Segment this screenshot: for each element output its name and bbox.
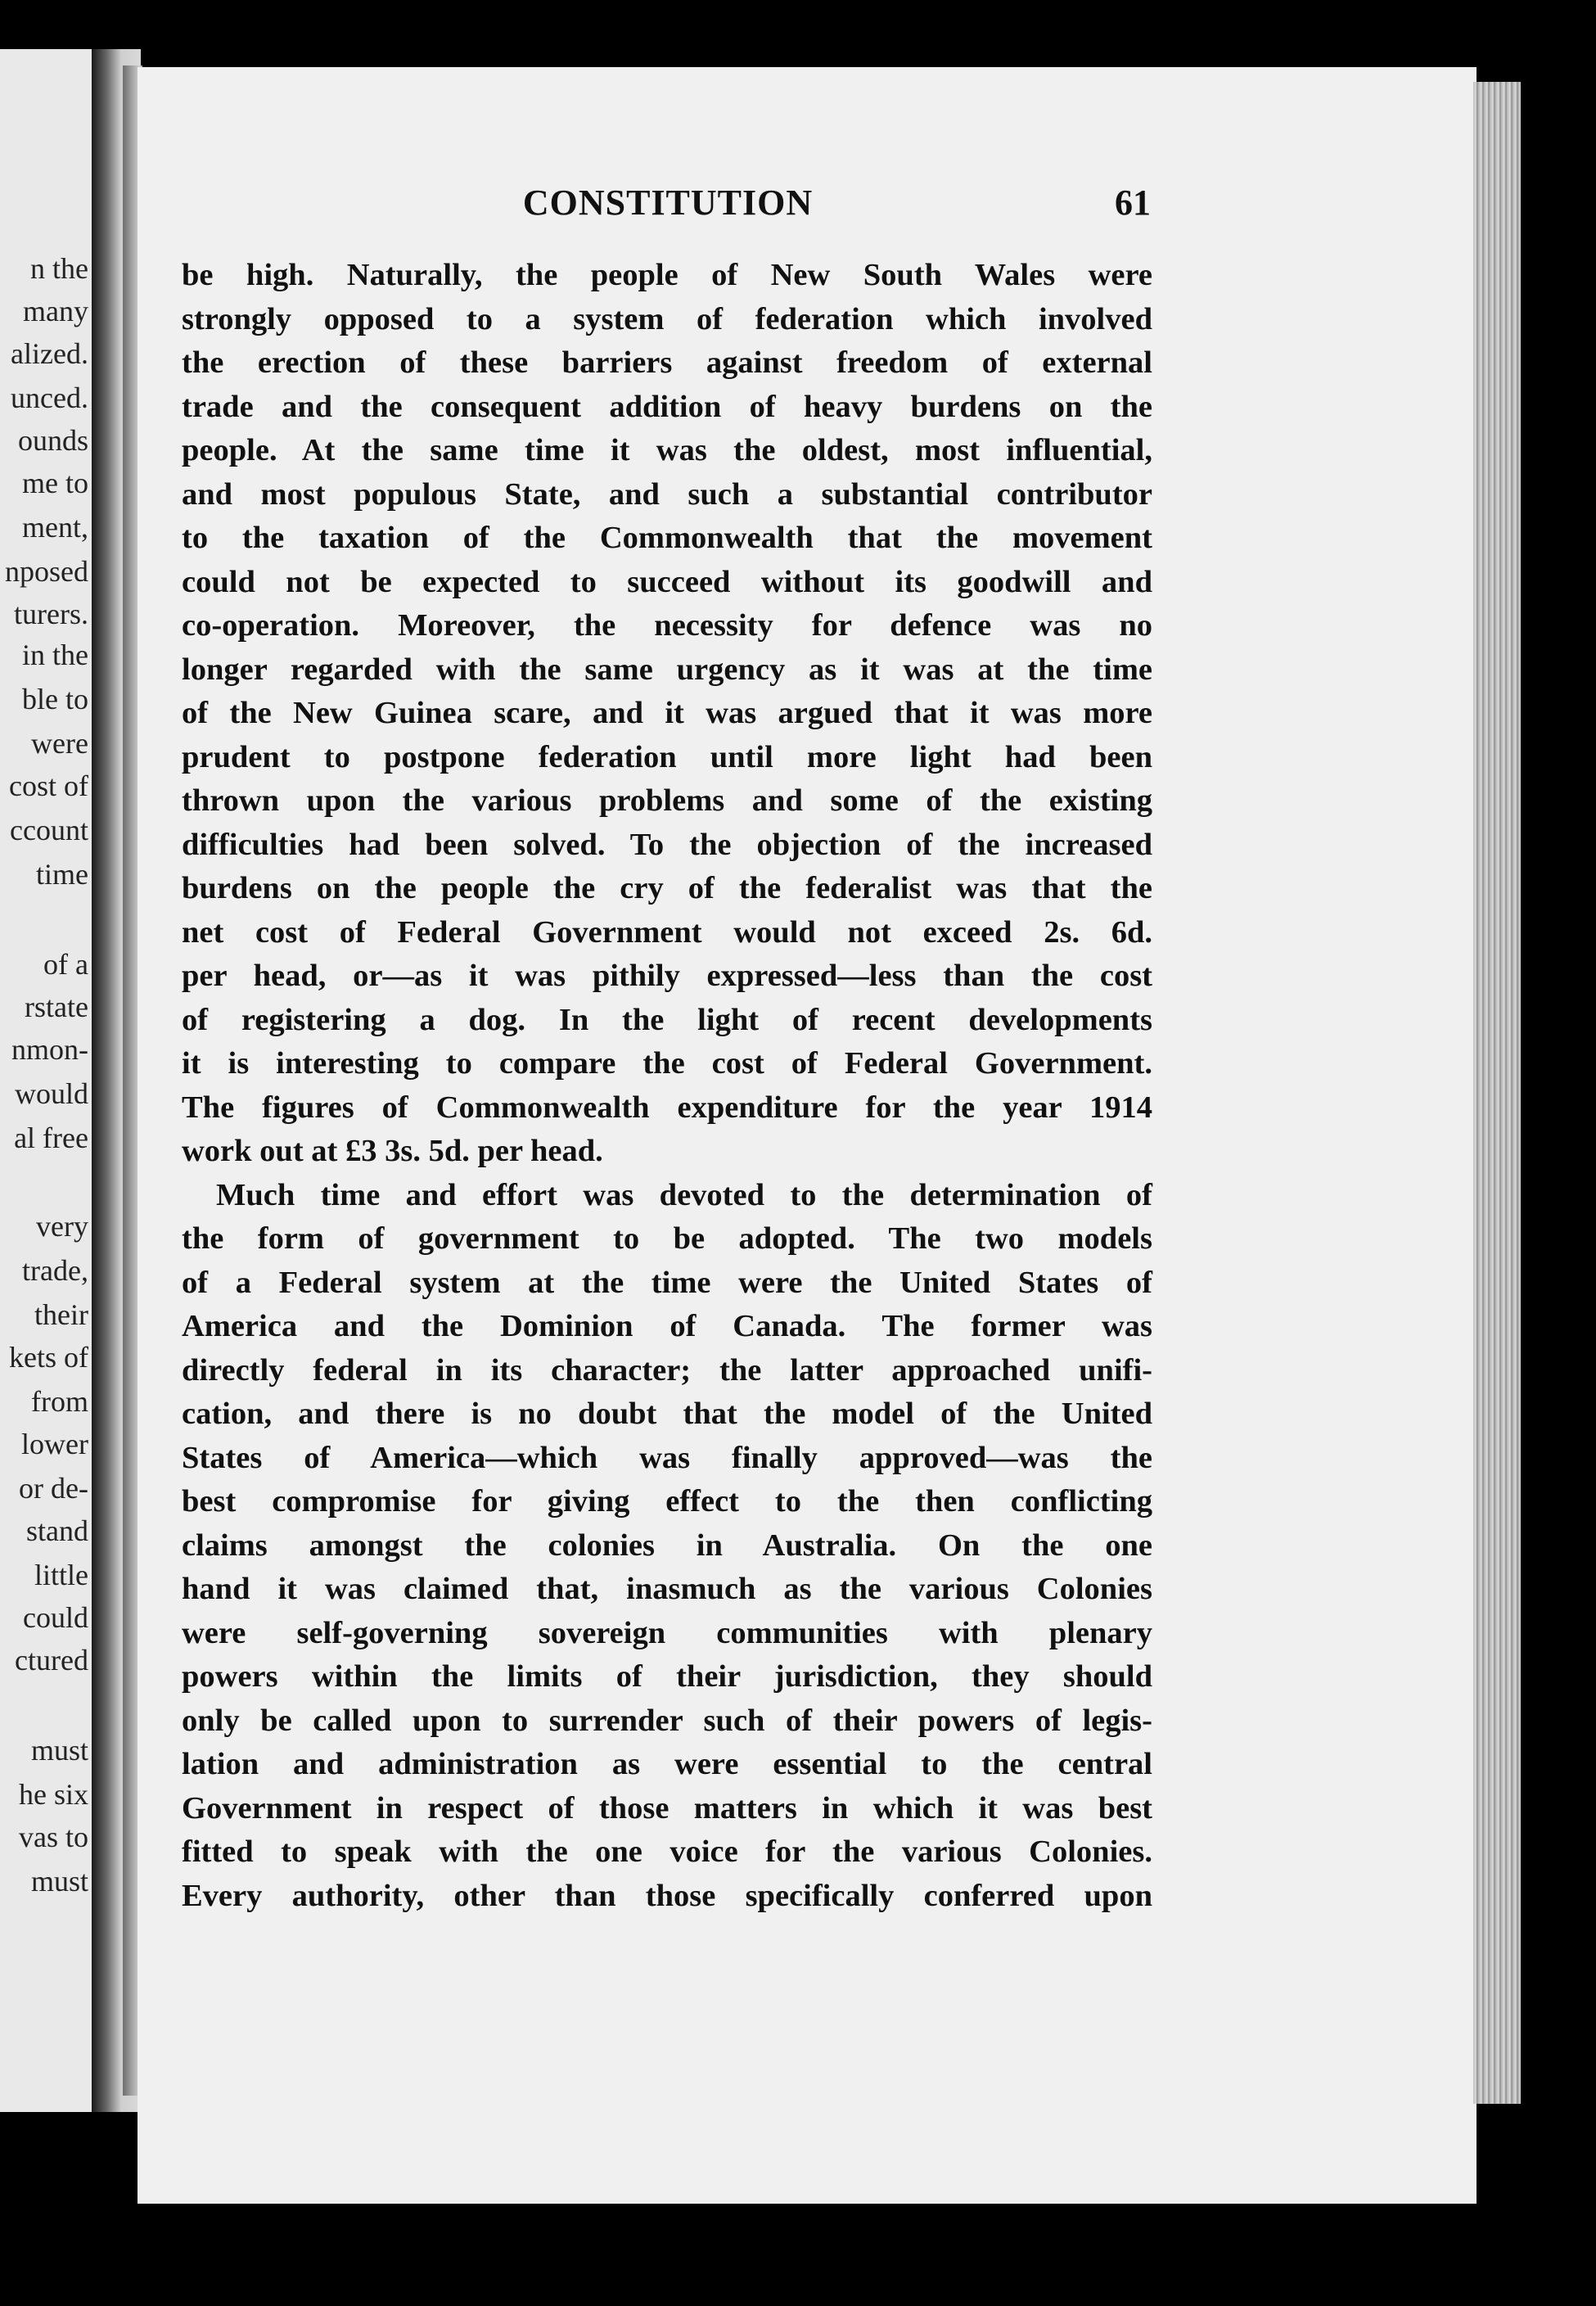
facing-page-text: ounds (17, 424, 88, 457)
text-line: net cost of Federal Government would not exceed 2s. 6d. (182, 914, 1152, 950)
facing-page-text: stand (26, 1514, 88, 1547)
text-line: of a Federal system at the time were the United States of (182, 1265, 1152, 1300)
facing-page-text: trade, (22, 1254, 88, 1287)
facing-page-text: from (31, 1385, 88, 1418)
text-line: longer regarded with the same urgency as it was at the time (182, 652, 1152, 687)
text-line: trade and the consequent addition of heavy burdens on the (182, 389, 1152, 424)
facing-page-text: of a (43, 948, 88, 981)
facing-page-text: in the (22, 639, 88, 671)
facing-page-text: lower (21, 1428, 88, 1460)
text-line: burdens on the people the cry of the federalist was that the (182, 871, 1152, 905)
paragraph (182, 1174, 1152, 1919)
text-line: could not be expected to succeed without its goodwill and (182, 564, 1152, 599)
facing-page-text: were (31, 727, 88, 760)
text-line: strongly opposed to a system of federation which involved (182, 301, 1152, 336)
facing-page-text: nmon- (11, 1033, 88, 1066)
text-line: Every authority, other than those specifically conferred upon (182, 1878, 1152, 1913)
facing-page-text: little (34, 1559, 88, 1591)
text-line: prudent to postpone federation until more light had been (182, 739, 1152, 774)
text-line: The figures of Commonwealth expenditure for the year 1914 (182, 1090, 1152, 1125)
text-line: powers within the limits of their jurisdiction, they should (182, 1659, 1152, 1694)
text-line: only be called upon to surrender such of their powers of legis- (182, 1703, 1152, 1738)
text-line: States of America—which was finally approved—was the (182, 1440, 1152, 1475)
text-line: were self-governing sovereign communities with plenary (182, 1615, 1152, 1650)
text-line: it is interesting to compare the cost of Federal Government. (182, 1046, 1152, 1081)
text-line: hand it was claimed that, inasmuch as the various Colonies (182, 1572, 1152, 1606)
text-line: difficulties had been solved. To the objection of the increased (182, 827, 1152, 862)
page-header (185, 182, 1151, 228)
text-line: thrown upon the various problems and some of the existing (182, 783, 1152, 818)
text-line: Much time and effort was devoted to the determination of (216, 1177, 1152, 1212)
text-line: to the taxation of the Commonwealth that the movement (182, 521, 1152, 555)
facing-page-text: kets of (9, 1341, 88, 1374)
facing-page-text: al free (14, 1121, 88, 1154)
facing-page-text: rstate (25, 991, 88, 1023)
facing-page-text: or de- (19, 1472, 88, 1505)
paragraph (182, 254, 1152, 1174)
text-line: work out at £3 3s. 5d. per head. (182, 1134, 603, 1168)
facing-page-text: me to (22, 467, 88, 499)
facing-page-text: their (34, 1298, 88, 1331)
facing-page-text: could (23, 1601, 88, 1634)
text-line: directly federal in its character; the latter approached unifi- (182, 1352, 1152, 1388)
facing-page-text: many (23, 295, 88, 327)
text-line: the erection of these barriers against freedom of external (182, 345, 1152, 380)
page-number: 61 (1115, 183, 1151, 223)
text-line: and most populous State, and such a substantial contributor (182, 476, 1152, 512)
text-line: Government in respect of those matters in which it was best (182, 1790, 1152, 1825)
facing-page-text: very (36, 1210, 88, 1243)
body-text (182, 254, 1152, 1918)
facing-page-text: cost of (9, 769, 88, 802)
facing-page-fragment (0, 49, 92, 2112)
facing-page-text: n the (30, 252, 88, 285)
text-line: the form of government to be adopted. The two models (182, 1221, 1152, 1256)
text-line: lation and administration as were essential to the central (182, 1747, 1152, 1781)
text-line: co-operation. Moreover, the necessity for defence was no (182, 608, 1152, 643)
text-line: claims amongst the colonies in Australia. On the one (182, 1528, 1152, 1563)
text-line: fitted to speak with the one voice for the various Colonies. (182, 1834, 1152, 1869)
facing-page-text: vas to (19, 1821, 88, 1853)
text-line: be high. Naturally, the people of New South Wales were (182, 258, 1152, 292)
running-head: CONSTITUTION (522, 183, 814, 223)
facing-page-text: ccount (10, 814, 88, 846)
facing-page-text: he six (19, 1778, 88, 1811)
facing-page-text: would (15, 1077, 88, 1110)
facing-page-text: ble to (22, 683, 88, 715)
facing-page-text: alized. (11, 337, 88, 370)
text-line: people. At the same time it was the oldest, most influential, (182, 433, 1152, 467)
facing-page-text: unced. (11, 381, 88, 414)
text-line: America and the Dominion of Canada. The former was (182, 1309, 1152, 1343)
text-line: of registering a dog. In the light of recent developments (182, 1002, 1152, 1037)
facing-page-text: nposed (5, 555, 88, 588)
text-line: per head, or—as it was pithily expressed—less than the cost (182, 959, 1152, 993)
facing-page-text: must (30, 1734, 88, 1767)
facing-page-text: time (36, 858, 88, 891)
facing-page-text: ment, (22, 511, 88, 544)
text-line: best compromise for giving effect to the then conflicting (182, 1484, 1152, 1519)
text-line: of the New Guinea scare, and it was argued that it was more (182, 696, 1152, 730)
facing-page-text: must (30, 1865, 88, 1898)
facing-page-text: turers. (14, 598, 88, 630)
page-edge-stack (1473, 82, 1521, 2104)
facing-page-text: ctured (15, 1644, 88, 1676)
text-line: cation, and there is no doubt that the model of the United (182, 1397, 1152, 1431)
